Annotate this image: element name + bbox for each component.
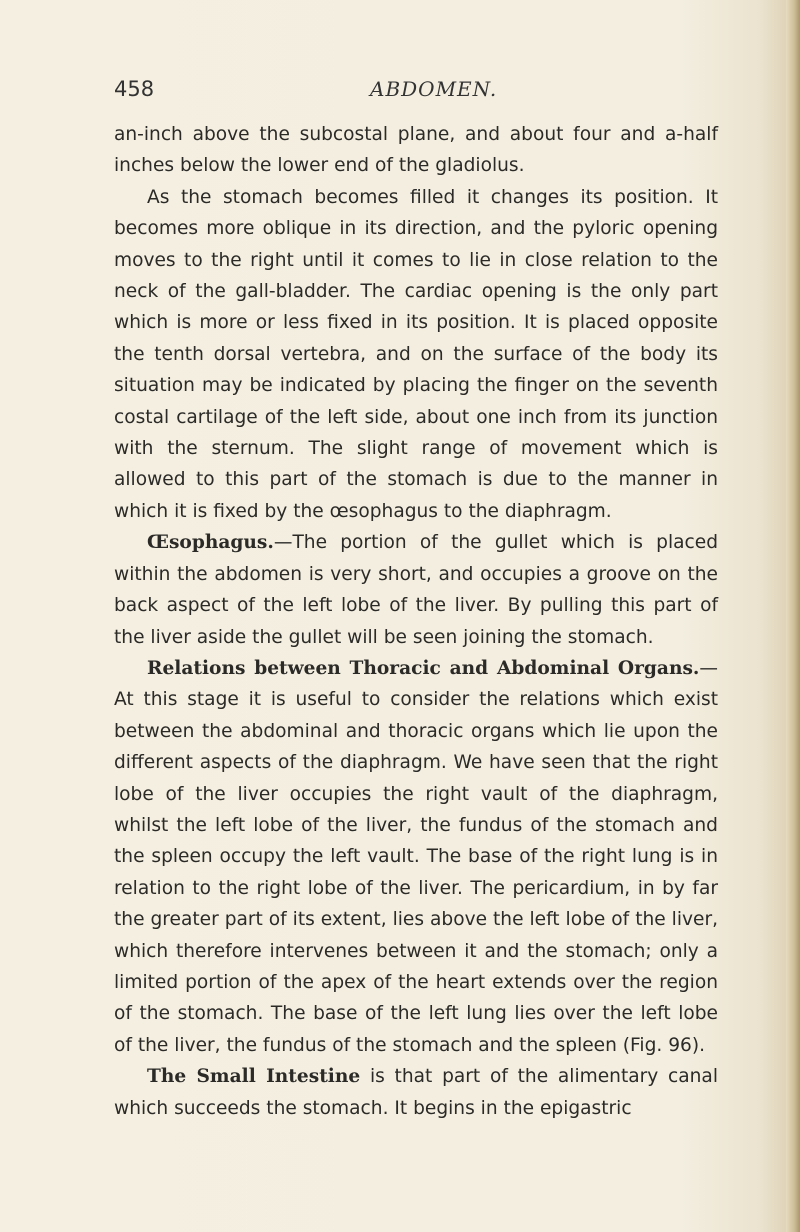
section-heading-small-intestine: The Small Intestine: [147, 1066, 361, 1088]
section-heading-relations: Relations between Thoracic and Abdominal Organs.: [147, 657, 700, 679]
paragraph-text: is that part of the alimentary canal which succeeds the stomach. It begins in the epigastric: [114, 1066, 718, 1119]
paragraph-text: an-inch above the subcostal plane, and about four and a-half inches below the lower end of the gladiolus.: [114, 124, 718, 177]
paragraph-oesophagus: [114, 527, 718, 653]
paragraph-small-intestine: [114, 1061, 718, 1124]
running-title: ABDOMEN.: [370, 77, 498, 101]
paragraph-relations: [114, 653, 718, 1061]
paragraph-text: —The portion of the gullet which is placed within the abdomen is very short, and occupies a groove on the back aspect of the left lobe of the liver. By pulling this part of the liver aside the gullet will be seen joining the stomach.: [114, 532, 718, 648]
running-head: [114, 77, 714, 103]
paragraph-stomach-position: [114, 182, 718, 527]
paragraph-continuation: [114, 119, 718, 182]
page-number: 458: [114, 77, 155, 101]
paragraph-text: As the stomach becomes filled it changes its position. It becomes more oblique in its direction, and the pyloric opening moves to the right until it comes to lie in close relation to the neck of the gall-bladder. The cardiac opening is the only part which is more or less fixed in its position. It is placed opposite the tenth dorsal vertebra, and on the surface of the body its situation may be indicated by placing the finger on the seventh costal cartilage of the left side, about one inch from its junction with the sternum. The slight range of movement which is allowed to this part of the stomach is due to the manner in which it is fixed by the œsophagus to the diaphragm.: [114, 186, 718, 522]
paragraph-text: —At this stage it is useful to consider the relations which exist between the abdominal and thoracic organs which lie upon the different aspects of the diaphragm. We have seen that the right lobe of the liver occupies the right vault of the diaphragm, whilst the left lobe of the liver, the fundus of the stomach and the spleen occupy the left vault. The base of the right lung is in relation to the right lobe of the liver. The pericardium, in by far the greater part of its extent, lies above the left lobe of the liver, which therefore intervenes between it and the stomach; only a limited portion of the apex of the heart extends over the region of the stomach. The base of the left lung lies over the left lobe of the liver, the fundus of the stomach and the spleen (Fig. 96).: [114, 657, 718, 1056]
page-edge: [786, 0, 800, 1232]
section-heading-oesophagus: Œsophagus.: [147, 532, 274, 554]
body-text: [114, 119, 718, 1124]
